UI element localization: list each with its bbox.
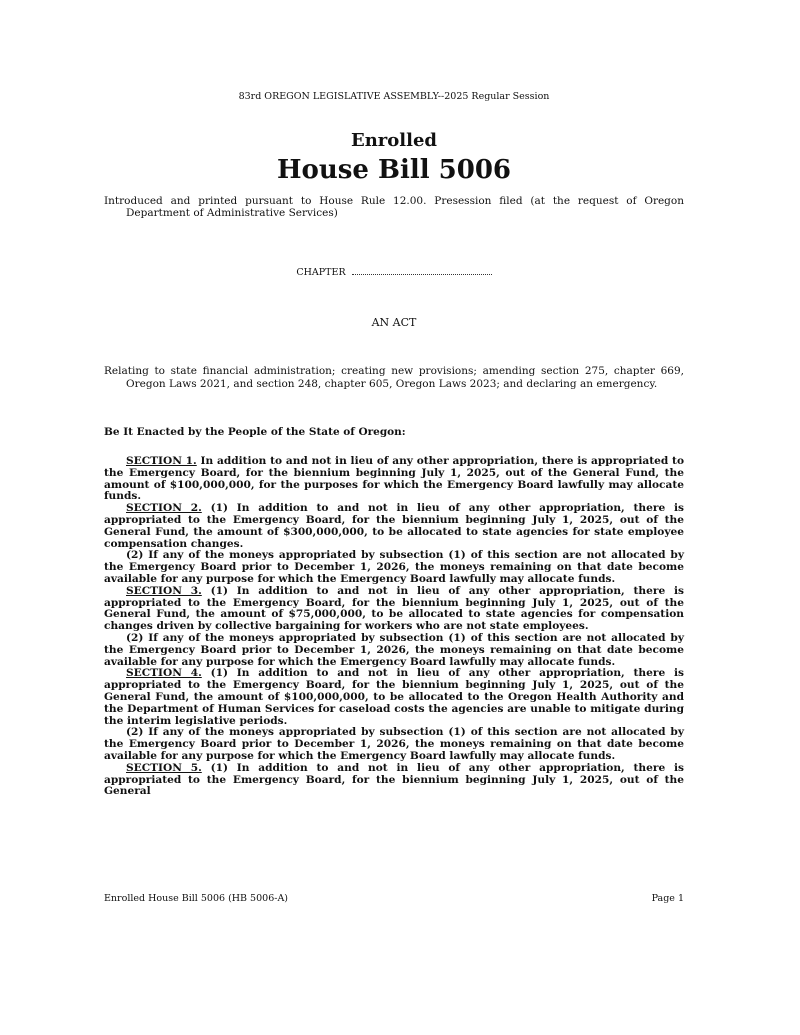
relating-clause: Relating to state financial administration; creating new provisions; amending section 275, chapter 669, Oregon Laws 2021, and section 248, chapter 605, Oregon Laws 2023; and declaring an emergency.	[104, 365, 684, 390]
section-number: SECTION 3.	[126, 584, 202, 597]
section-text: (1) In addition to and not in lieu of any other appropriation, there is appropriated to the Emergency Board, for the biennium beginning July 1, 2025, out of the General Fund, the amount of $300,000,000, to be allocated to state agencies for state employee compensation changes.	[104, 502, 684, 550]
introduction-note: Introduced and printed pursuant to House Rule 12.00. Presession filed (at the request of Oregon Department of Administrative Services)	[104, 195, 684, 219]
chapter-line	[0, 265, 788, 278]
subsection-paragraph	[104, 633, 684, 668]
section-paragraph	[104, 503, 684, 550]
footer-page-number: Page 1	[651, 893, 684, 904]
subsection-paragraph	[104, 727, 684, 762]
section-text: (1) In addition to and not in lieu of any other appropriation, there is appropriated to the Emergency Board, for the biennium beginning July 1, 2025, out of the General	[104, 761, 684, 798]
enrolled-label: Enrolled	[350, 130, 437, 151]
subsection-paragraph	[104, 550, 684, 585]
enacting-clause: Be It Enacted by the People of the State of Oregon:	[104, 426, 406, 438]
chapter-label: CHAPTER	[296, 267, 346, 278]
section-number: SECTION 4.	[126, 667, 202, 680]
section-text: (1) In addition to and not in lieu of any other appropriation, there is appropriated to the Emergency Board, for the biennium beginning July 1, 2025, out of the General Fund, the amount of $100,000,000, to be allocated to the Oregon Health Authority and the Department of Human Services for caseload costs the agencies are unable to mitigate during the interim legislative periods.	[104, 667, 684, 727]
section-number: SECTION 1.	[126, 455, 197, 467]
section-paragraph	[104, 668, 684, 727]
section-number: SECTION 2.	[126, 502, 202, 515]
section-paragraph	[104, 456, 684, 503]
an-act-label: AN ACT	[371, 316, 417, 329]
section-paragraph	[104, 763, 684, 798]
section-text: (2) If any of the moneys appropriated by subsection (1) of this section are not allocated by the Emergency Board prior to December 1, 2026, the moneys remaining on that date become available for any purpose for which the Emergency Board lawfully may allocate funds.	[104, 631, 684, 668]
section-paragraph	[104, 586, 684, 633]
section-text: (2) If any of the moneys appropriated by subsection (1) of this section are not allocated by the Emergency Board prior to December 1, 2026, the moneys remaining on that date become available for any purpose for which the Emergency Board lawfully may allocate funds.	[104, 726, 684, 762]
section-number: SECTION 5.	[126, 761, 202, 774]
bill-title: House Bill 5006	[276, 155, 512, 185]
chapter-blank	[352, 265, 492, 275]
footer-bill-id: Enrolled House Bill 5006 (HB 5006-A)	[104, 893, 289, 904]
session-header: 83rd OREGON LEGISLATIVE ASSEMBLY--2025 Regular Session	[238, 91, 550, 102]
section-text: (1) In addition to and not in lieu of any other appropriation, there is appropriated to the Emergency Board, for the biennium beginning July 1, 2025, out of the General Fund, the amount of $75,000,000, to be allocated to state agencies for compensation changes driven by collective bargaining for workers who are not state employees.	[104, 584, 684, 633]
section-text: (2) If any of the moneys appropriated by subsection (1) of this section are not allocated by the Emergency Board prior to December 1, 2026, the moneys remaining on that date become available for any purpose for which the Emergency Board lawfully may allocate funds.	[104, 549, 684, 585]
section-text: In addition to and not in lieu of any other appropriation, there is appropriated to the Emergency Board, for the biennium beginning July 1, 2025, out of the General Fund, the amount of $100,000,000, for the purposes for which the Emergency Board lawfully may allocate funds.	[104, 455, 685, 503]
bill-body	[104, 456, 684, 798]
